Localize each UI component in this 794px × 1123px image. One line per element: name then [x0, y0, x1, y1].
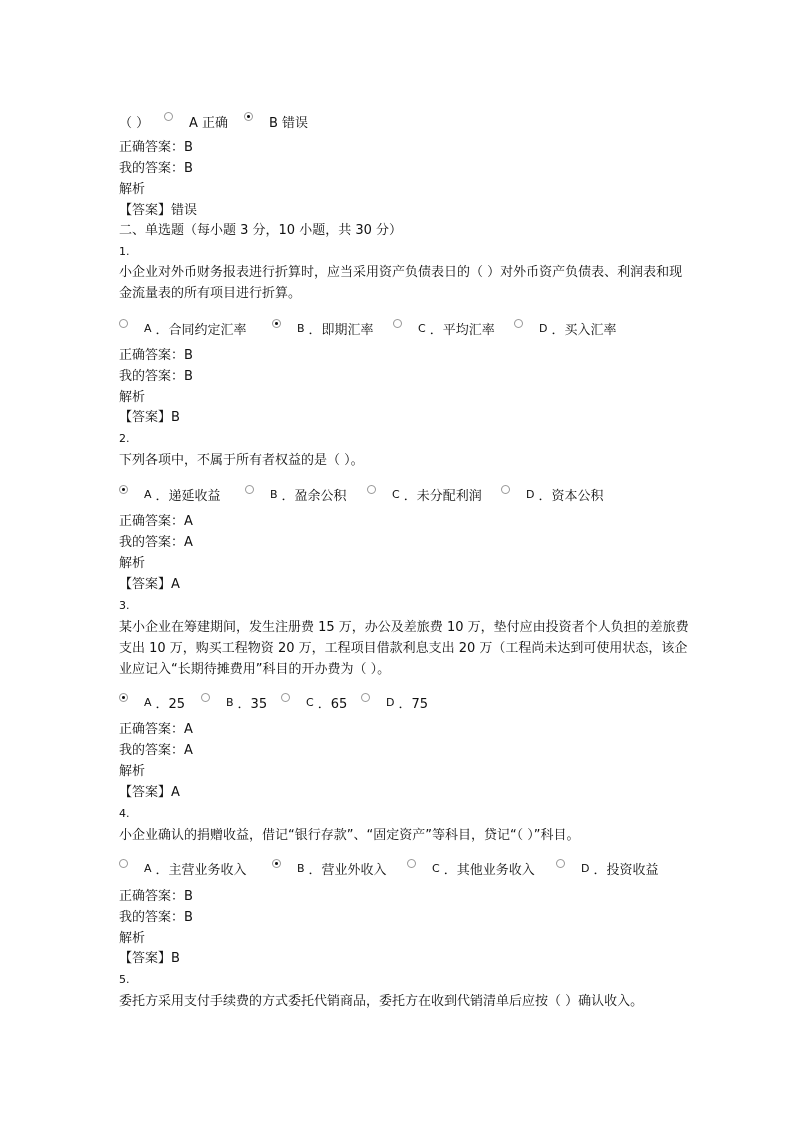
my-answer: 我的答案：B	[119, 910, 193, 925]
question-stem: 委托方采用支付手续费的方式委托代销商品，委托方在收到代销清单后应按（ ）确认收入。	[119, 994, 644, 1009]
answer-text: 【答案】B	[119, 410, 180, 425]
question-number: 4.	[119, 807, 130, 820]
option-letter: A	[144, 695, 152, 709]
answer-text: 【答案】A	[119, 577, 180, 592]
option-letter: D	[526, 487, 535, 501]
radio-unchecked-icon[interactable]	[501, 485, 510, 494]
question-options	[119, 317, 719, 339]
option-c[interactable]	[393, 317, 495, 339]
option-letter: A	[144, 321, 152, 335]
option-letter: D	[386, 695, 395, 709]
tf-option-b-label: B 错误	[269, 115, 309, 131]
question-number: 3.	[119, 599, 130, 612]
radio-unchecked-icon[interactable]	[367, 485, 376, 494]
option-letter: B	[270, 487, 278, 501]
correct-answer: 正确答案：B	[119, 889, 193, 904]
option-c[interactable]	[407, 857, 535, 879]
option-text: ．盈余公积	[281, 488, 347, 504]
option-a[interactable]	[119, 483, 221, 505]
tf-analysis-label: 解析	[119, 182, 146, 197]
option-letter: B	[297, 321, 305, 335]
option-text: ．其他业务收入	[443, 862, 535, 878]
my-answer: 我的答案：B	[119, 369, 193, 384]
question-number: 2.	[119, 432, 130, 445]
radio-unchecked-icon[interactable]	[164, 112, 173, 121]
correct-answer: 正确答案：B	[119, 348, 193, 363]
option-text: ．投资收益	[593, 862, 659, 878]
analysis-label: 解析	[119, 556, 146, 571]
tf-options	[119, 110, 719, 132]
my-answer: 我的答案：A	[119, 743, 193, 758]
option-c[interactable]	[367, 483, 482, 505]
option-a[interactable]	[119, 317, 247, 339]
question-options	[119, 483, 719, 505]
question-options	[119, 857, 719, 879]
tf-my-answer: 我的答案：B	[119, 161, 193, 176]
tf-option-a[interactable]	[164, 110, 228, 132]
question-number: 5.	[119, 973, 130, 986]
option-text: ．75	[398, 696, 429, 712]
radio-unchecked-icon[interactable]	[407, 859, 416, 868]
option-text: ．平均汇率	[429, 322, 495, 338]
my-answer: 我的答案：A	[119, 535, 193, 550]
tf-answer: 【答案】错误	[119, 203, 198, 218]
option-text: ．65	[317, 696, 348, 712]
radio-unchecked-icon[interactable]	[281, 693, 290, 702]
option-letter: B	[297, 861, 305, 875]
analysis-label: 解析	[119, 764, 146, 779]
option-b[interactable]	[272, 317, 374, 339]
option-text: ．即期汇率	[308, 322, 374, 338]
radio-checked-icon[interactable]	[272, 319, 281, 328]
option-c[interactable]	[281, 691, 347, 713]
tf-stem	[119, 110, 149, 132]
option-text: ．35	[237, 696, 268, 712]
tf-option-b[interactable]	[244, 110, 308, 132]
option-text: ．未分配利润	[403, 488, 482, 504]
option-text: ．主营业务收入	[155, 862, 247, 878]
option-text: ．资本公积	[538, 488, 604, 504]
option-text: ．合同约定汇率	[155, 322, 247, 338]
question-stem: 小企业确认的捐赠收益，借记“银行存款”、“固定资产”等科目，贷记“（ ）”科目。	[119, 828, 580, 843]
radio-unchecked-icon[interactable]	[119, 859, 128, 868]
tf-stem-text: （ ）	[119, 115, 150, 131]
option-b[interactable]	[272, 857, 387, 879]
option-d[interactable]	[501, 483, 604, 505]
option-d[interactable]	[556, 857, 659, 879]
option-d[interactable]	[514, 317, 617, 339]
question-options	[119, 691, 719, 713]
radio-unchecked-icon[interactable]	[201, 693, 210, 702]
answer-text: 【答案】B	[119, 951, 180, 966]
option-letter: C	[392, 487, 400, 501]
option-letter: C	[306, 695, 314, 709]
option-text: ．营业外收入	[308, 862, 387, 878]
radio-checked-icon[interactable]	[272, 859, 281, 868]
radio-checked-icon[interactable]	[119, 485, 128, 494]
radio-unchecked-icon[interactable]	[361, 693, 370, 702]
tf-option-a-label: A 正确	[189, 115, 229, 131]
option-text: ．25	[155, 696, 186, 712]
radio-checked-icon[interactable]	[244, 112, 253, 121]
option-b[interactable]	[245, 483, 347, 505]
radio-unchecked-icon[interactable]	[514, 319, 523, 328]
option-a[interactable]	[119, 691, 185, 713]
question-stem: 小企业对外币财务报表进行折算时，应当采用资产负债表日的（ ）对外币资产负债表、利润表和现金流量表的所有项目进行折算。	[119, 265, 683, 301]
option-text: ．买入汇率	[551, 322, 617, 338]
option-a[interactable]	[119, 857, 247, 879]
option-d[interactable]	[361, 691, 428, 713]
radio-unchecked-icon[interactable]	[556, 859, 565, 868]
option-letter: C	[418, 321, 426, 335]
correct-answer: 正确答案：A	[119, 722, 193, 737]
radio-checked-icon[interactable]	[119, 693, 128, 702]
question-stem: 下列各项中，不属于所有者权益的是（ ）。	[119, 453, 364, 468]
question-number: 1.	[119, 245, 130, 258]
option-letter: A	[144, 487, 152, 501]
radio-unchecked-icon[interactable]	[119, 319, 128, 328]
correct-answer: 正确答案：A	[119, 514, 193, 529]
option-text: ．递延收益	[155, 488, 221, 504]
option-letter: B	[226, 695, 234, 709]
option-letter: C	[432, 861, 440, 875]
section-title: 二、单选题（每小题 3 分，10 小题，共 30 分）	[119, 223, 403, 238]
question-stem: 某小企业在筹建期间，发生注册费 15 万，办公及差旅费 10 万，垫付应由投资者个人负担的差旅费支出 10 万，购买工程物资 20 万，工程项目借款利息支出 20 万（工程尚未达到可使用状态，该企业应记入“长期待摊费用”科目的开办费为（ ）。	[119, 620, 689, 677]
radio-unchecked-icon[interactable]	[393, 319, 402, 328]
option-b[interactable]	[201, 691, 267, 713]
analysis-label: 解析	[119, 390, 146, 405]
tf-correct-answer: 正确答案：B	[119, 140, 193, 155]
answer-text: 【答案】A	[119, 785, 180, 800]
option-letter: D	[539, 321, 548, 335]
radio-unchecked-icon[interactable]	[245, 485, 254, 494]
option-letter: D	[581, 861, 590, 875]
analysis-label: 解析	[119, 931, 146, 946]
option-letter: A	[144, 861, 152, 875]
